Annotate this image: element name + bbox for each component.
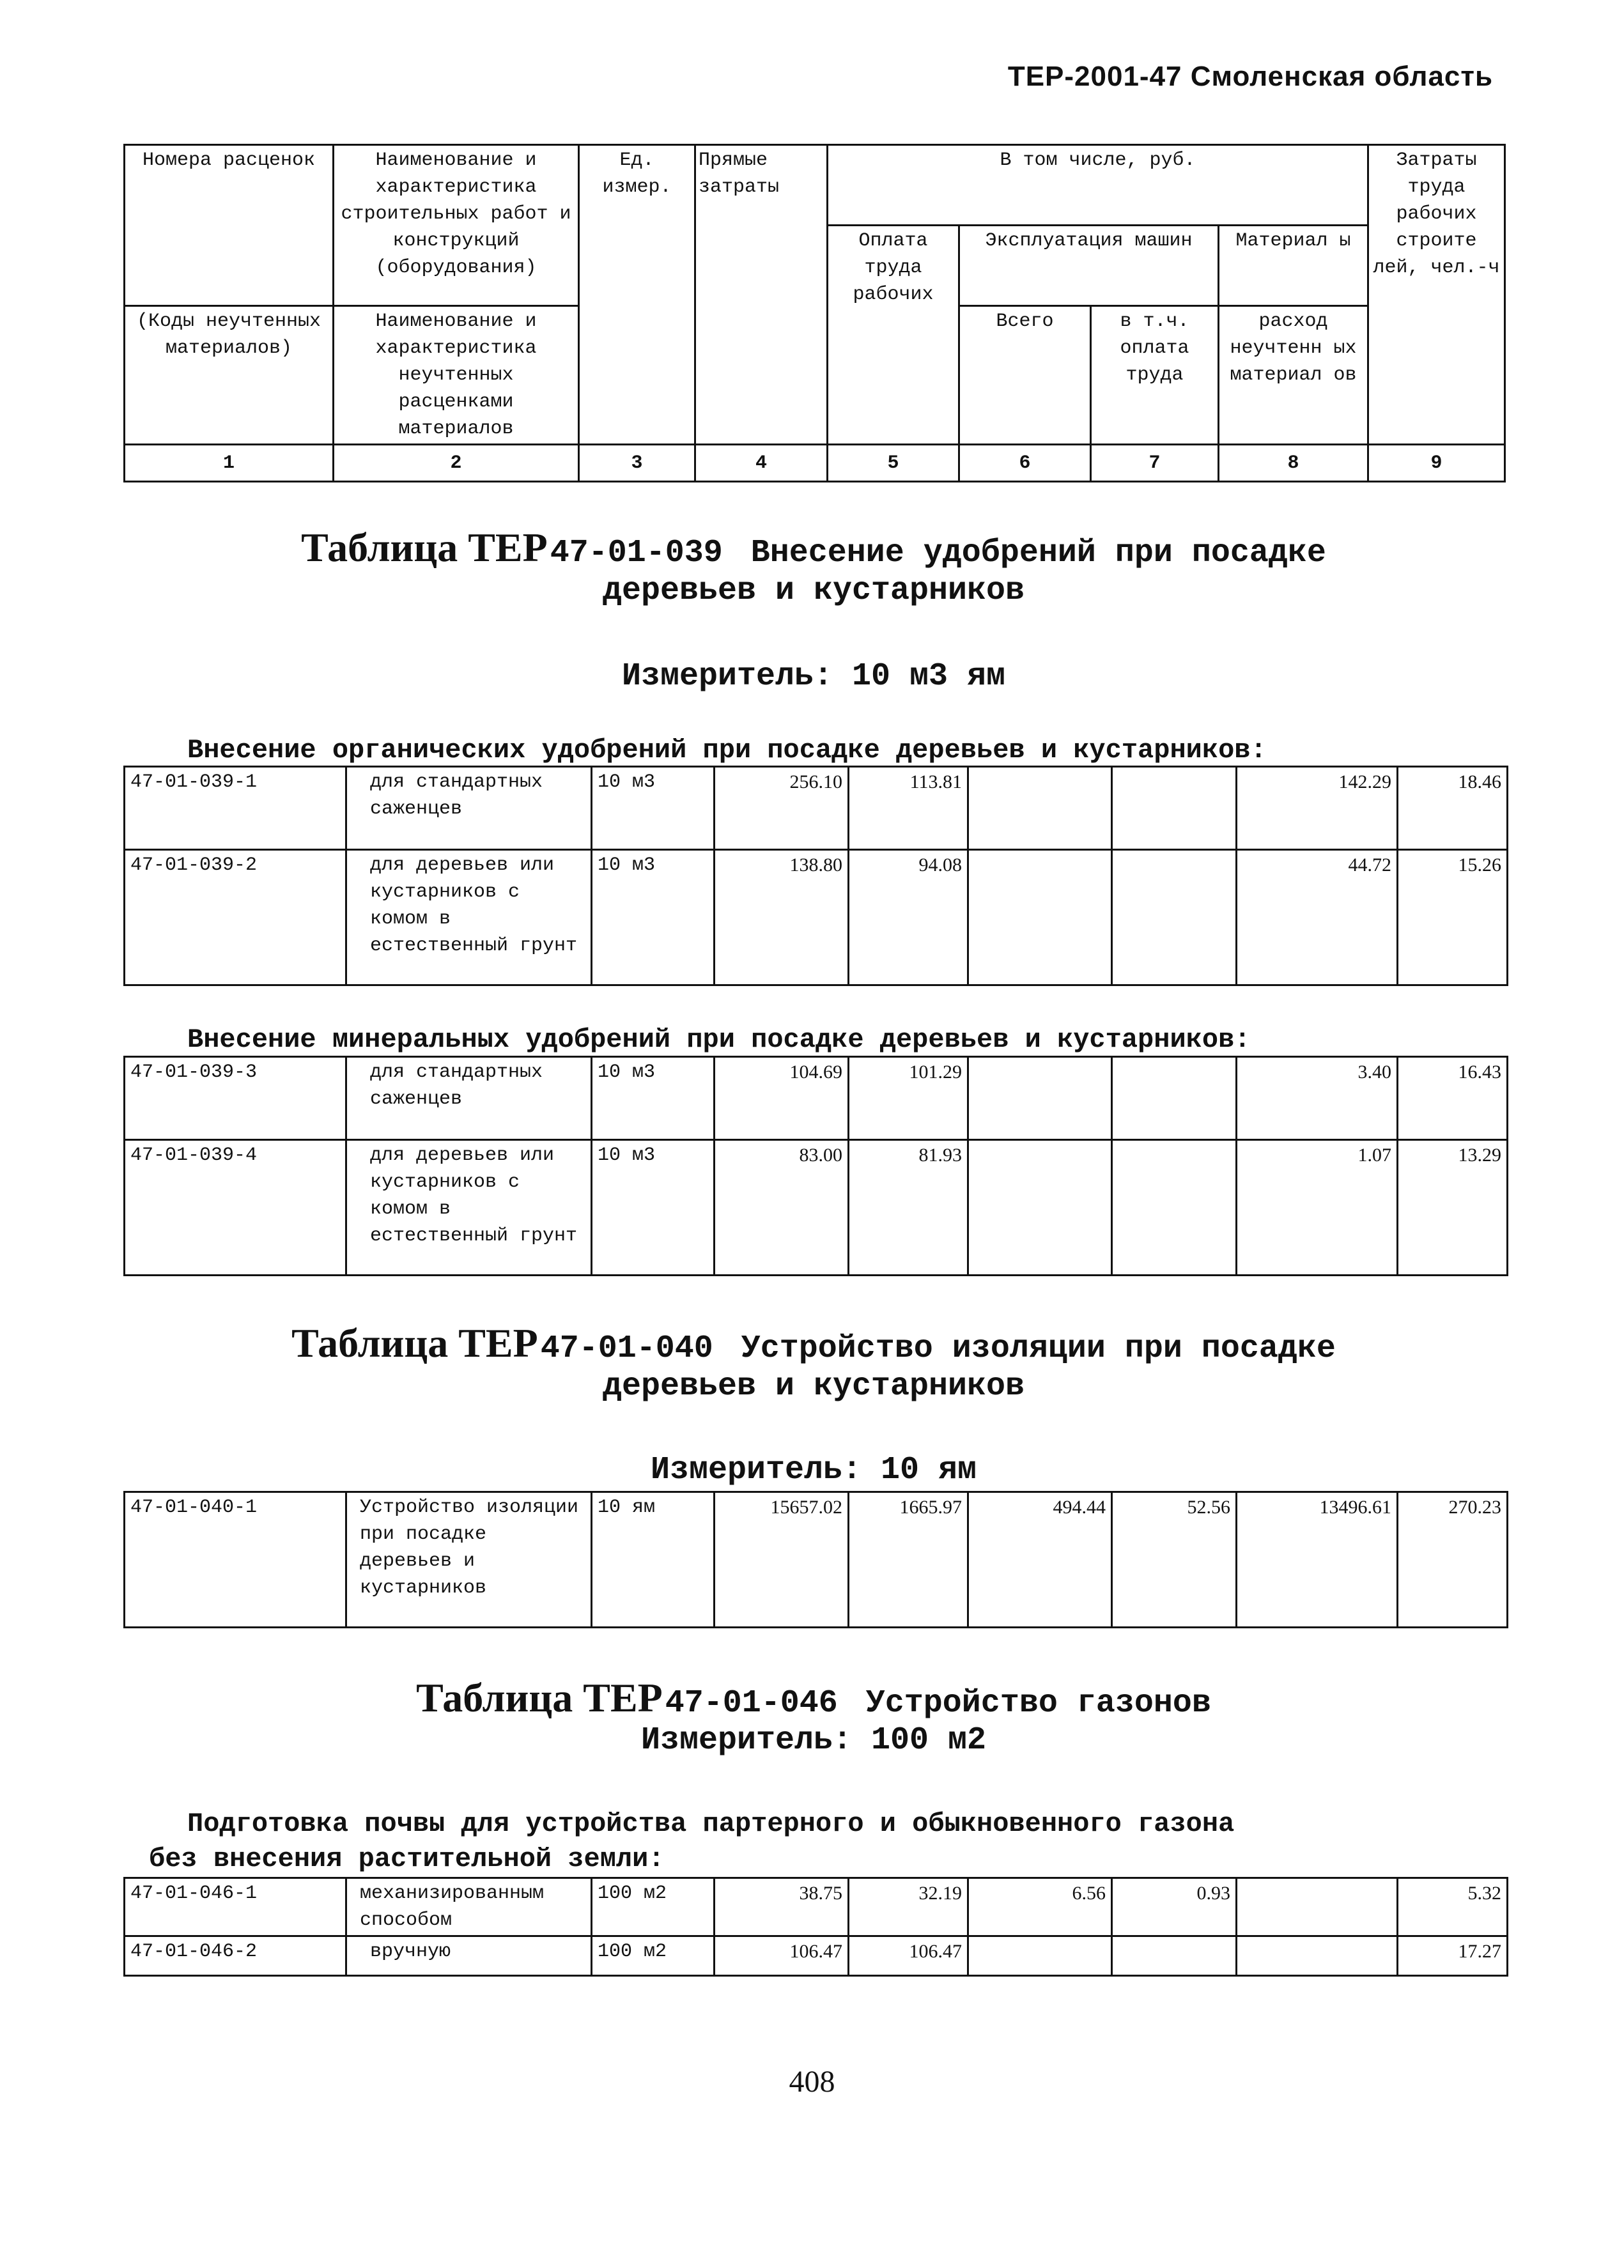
page-number: 408 bbox=[789, 2065, 835, 2099]
column-number: 5 bbox=[828, 445, 959, 482]
header-cell-labor-hours: Затраты труда рабочих строите лей, чел.-ч bbox=[1368, 145, 1505, 445]
column-number: 1 bbox=[125, 445, 334, 482]
column-number: 7 bbox=[1091, 445, 1219, 482]
table-046-title: Таблица ТЕР 47-01-046 Устройство газонов bbox=[416, 1675, 1211, 1722]
table-row: 47-01-040-1 Устройство изоляции при посадке деревьев и кустарников 10 ям 15657.02 1665.97 494.44 52.56 13496.61 270.23 bbox=[125, 1492, 1508, 1628]
section-046-label-2: без внесения растительной земли: bbox=[149, 1844, 665, 1874]
table-046-measure: Измеритель: 100 м2 bbox=[640, 1722, 987, 1759]
header-cell-including: В том числе, руб. bbox=[828, 145, 1368, 226]
table-040-title: Таблица ТЕР 47-01-040 Устройство изоляции при посадке деревьев и кустарников bbox=[291, 1320, 1336, 1405]
table-row: 47-01-046-2 вручную 100 м2 106.47 106.47 17.27 bbox=[125, 1936, 1508, 1976]
table-040-measure: Измеритель: 10 ям bbox=[650, 1452, 977, 1488]
header-cell-direct-costs: Прямые затраты bbox=[695, 145, 828, 445]
header-cell-machines-labor: в т.ч. оплата труда bbox=[1091, 306, 1219, 445]
header-cell-labor-pay: Оплата труда рабочих bbox=[828, 226, 959, 445]
table-row: 47-01-039-2 для деревьев или кустарников с комом в естественный грунт 10 м3 138.80 94.08 44.72 15.26 bbox=[125, 850, 1508, 985]
section-organic-label: Внесение органических удобрений при посадке деревьев и кустарников: bbox=[187, 735, 1267, 766]
table-row: 47-01-039-3 для стандартных саженцев 10 м3 104.69 101.29 3.40 16.43 bbox=[125, 1057, 1508, 1140]
header-cell-machines: Эксплуатация машин bbox=[959, 226, 1219, 306]
header-cell-work-name: Наименование и характеристика строительных работ и конструкций (оборудования) bbox=[334, 145, 579, 306]
header-cell-unaccounted-name: Наименование и характеристика неучтенных расценками материалов bbox=[334, 306, 579, 445]
column-header-table bbox=[123, 144, 1506, 482]
header-cell-machines-total: Всего bbox=[959, 306, 1091, 445]
section-mineral-label: Внесение минеральных удобрений при посадке деревьев и кустарников: bbox=[187, 1024, 1251, 1055]
table-039-measure: Измеритель: 10 м3 ям bbox=[621, 658, 1006, 695]
header-cell-unit: Ед. измер. bbox=[579, 145, 695, 445]
column-number: 2 bbox=[334, 445, 579, 482]
table-039-mineral bbox=[123, 1056, 1508, 1276]
header-cell-materials: Материал ы bbox=[1219, 226, 1368, 306]
header-cell-rate-numbers: Номера расценок bbox=[125, 145, 334, 306]
table-039-title: Таблица ТЕР 47-01-039 Внесение удобрений при посадке деревьев и кустарников bbox=[301, 525, 1326, 609]
section-046-label-1: Подготовка почвы для устройства партерного и обыкновенного газона bbox=[187, 1809, 1235, 1839]
table-row: 47-01-039-1 для стандартных саженцев 10 м3 256.10 113.81 142.29 18.46 bbox=[125, 767, 1508, 850]
table-046 bbox=[123, 1877, 1508, 1977]
column-number: 3 bbox=[579, 445, 695, 482]
running-header: ТЕР-2001-47 Смоленская область bbox=[1007, 61, 1493, 92]
column-number: 4 bbox=[695, 445, 828, 482]
table-039-organic bbox=[123, 766, 1508, 986]
header-cell-unaccounted-codes: (Коды неучтенных материалов) bbox=[125, 306, 334, 445]
column-number: 8 bbox=[1219, 445, 1368, 482]
table-row: 47-01-046-1 механизированным способом 100 м2 38.75 32.19 6.56 0.93 5.32 bbox=[125, 1878, 1508, 1936]
table-040 bbox=[123, 1491, 1508, 1628]
header-cell-unaccounted-consumption: расход неучтенн ых материал ов bbox=[1219, 306, 1368, 445]
column-number: 9 bbox=[1368, 445, 1505, 482]
column-number: 6 bbox=[959, 445, 1091, 482]
table-row: 47-01-039-4 для деревьев или кустарников с комом в естественный грунт 10 м3 83.00 81.93 1.07 13.29 bbox=[125, 1140, 1508, 1276]
